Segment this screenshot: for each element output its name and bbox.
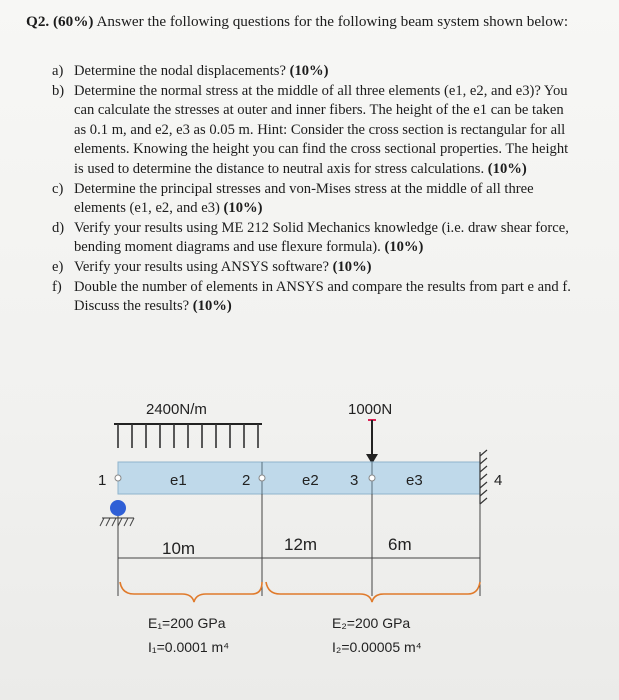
part-weight: (10%) [223, 200, 263, 217]
part-label: d) [52, 219, 65, 236]
group1-inertia: I₁=0.0001 m⁴ [148, 639, 230, 655]
part-weight: (10%) [487, 160, 527, 177]
length-e1-label: 10m [162, 539, 196, 558]
element-e3-label: e3 [406, 472, 423, 489]
node-3-marker [369, 475, 375, 481]
beam-diagram-svg [0, 390, 619, 700]
part-text: Determine the principal stresses and von-Mises stress at the middle of all three elements (e1, e2, and e3) [74, 180, 534, 217]
part-text: Double the number of elements in ANSYS and compare the results from part e and f. Discuss the results? [74, 278, 571, 315]
question-number: Q2. (60%) [26, 13, 94, 30]
pin-support [100, 500, 134, 526]
distributed-load [114, 424, 262, 448]
group1-modulus: E₁=200 GPa [148, 615, 226, 631]
part-text: Determine the normal stress at the middle of all three elements (e1, e2, and e3)? You can calculate the stresses at outer and inner fibers. The height of the e1 can be taken as 0.1 m, and e2, e3 as 0.05 m. Hint: Consider the cross section is rectangular for all elements. Knowing the height you can find the cross sectional properties. The height is used to determine the distance to neutral axis for stress calculations. [74, 82, 569, 177]
part-weight: (10%) [332, 258, 372, 275]
point-load-label: 1000N [348, 401, 393, 418]
distributed-load-label: 2400N/m [146, 401, 207, 418]
node-1-marker [115, 475, 121, 481]
node-4-label: 4 [494, 472, 503, 489]
length-e2-label: 12m [284, 535, 318, 554]
node-2-marker [259, 475, 265, 481]
part-b [52, 82, 572, 180]
part-a [52, 62, 572, 82]
beam-diagram [0, 390, 619, 700]
question-parts-list [52, 62, 572, 317]
node-3-label: 3 [350, 472, 359, 489]
fixed-support [480, 450, 487, 504]
part-text: Verify your results using ME 212 Solid Mechanics knowledge (i.e. draw shear force, bending moment diagrams and use flexure formula). [74, 219, 569, 256]
part-d [52, 219, 572, 258]
part-text: Verify your results using ANSYS software? [74, 258, 329, 275]
part-c [52, 180, 572, 219]
part-text: Determine the nodal displacements? [74, 63, 286, 79]
part-label: c) [52, 180, 64, 197]
length-e3-label: 6m [388, 535, 412, 554]
part-label: b) [52, 82, 65, 99]
part-f [52, 278, 572, 317]
question-text: Answer the following questions for the following beam system shown below: [96, 13, 569, 30]
part-label: a) [52, 63, 64, 79]
node-1-label: 1 [98, 472, 107, 489]
part-weight: (10%) [289, 63, 329, 79]
node-2-label: 2 [242, 472, 251, 489]
part-e [52, 258, 572, 278]
group2-modulus: E₂=200 GPa [332, 615, 411, 631]
part-label: e) [52, 258, 64, 275]
part-weight: (10%) [192, 298, 232, 315]
element-e2-label: e2 [302, 472, 319, 489]
element-e1-label: e1 [170, 472, 187, 489]
point-load-arrow [366, 420, 378, 464]
property-brackets [120, 582, 480, 602]
part-weight: (10%) [384, 239, 424, 256]
question-heading [26, 12, 586, 32]
group2-inertia: I₂=0.00005 m⁴ [332, 639, 422, 655]
part-label: f) [52, 278, 62, 295]
